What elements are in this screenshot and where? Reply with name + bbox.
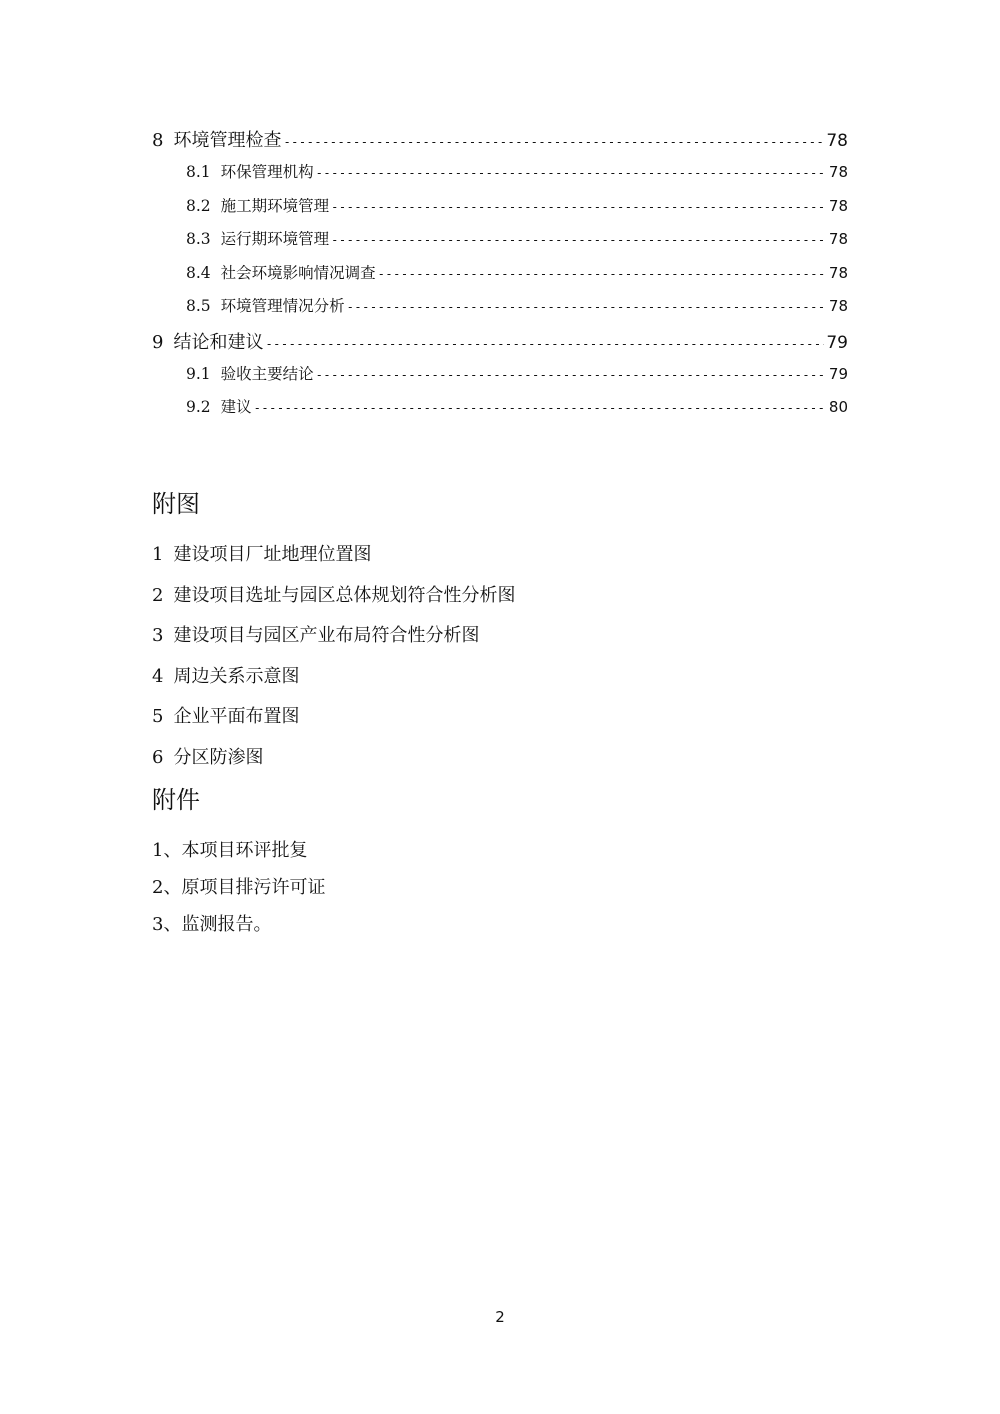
toc-number: 9: [152, 331, 164, 353]
toc-title: 环境管理情况分析: [220, 297, 345, 315]
figure-text: 周边关系示意图: [173, 665, 300, 687]
toc-number: 9.2: [186, 398, 211, 416]
attachments-heading: 附件: [152, 786, 200, 814]
toc-title: 社会环境影响情况调查: [220, 263, 376, 282]
toc-number: 8: [152, 130, 164, 151]
toc-page: 78: [828, 230, 848, 248]
page-number: 2: [495, 1308, 505, 1326]
toc-entry[interactable]: [152, 395, 848, 429]
toc-page: 78: [828, 297, 848, 315]
toc-page: 78: [828, 263, 848, 282]
figures-heading: 附图: [152, 490, 200, 518]
figure-text: 建设项目与园区产业布局符合性分析图: [173, 625, 480, 646]
toc-page: 79: [826, 332, 848, 353]
toc-page: 79: [828, 364, 848, 383]
toc-entry[interactable]: [152, 294, 848, 328]
toc-leader: [316, 368, 827, 382]
toc-title: 运行期环境管理: [220, 230, 330, 248]
figure-text: 企业平面布置图: [173, 706, 300, 727]
toc-entry[interactable]: [152, 227, 848, 261]
toc-number: 9.1: [186, 364, 211, 383]
toc-entry[interactable]: [152, 126, 848, 160]
figure-number: 6: [152, 746, 164, 768]
toc-title: 验收主要结论: [220, 364, 314, 383]
toc-entry[interactable]: [152, 194, 848, 228]
figure-text: 建设项目厂址地理位置图: [173, 544, 372, 565]
toc-leader: [331, 200, 827, 214]
figure-number: 1: [152, 544, 164, 565]
attachment-item: 2、原项目排污许可证: [152, 877, 326, 898]
toc-number: 8.3: [186, 230, 211, 248]
toc-page: 78: [826, 131, 848, 151]
toc-number: 8.2: [186, 196, 211, 215]
toc-page: 78: [828, 163, 848, 181]
toc-entry[interactable]: [152, 160, 848, 194]
toc-leader: [331, 233, 827, 247]
toc-page: 78: [828, 196, 848, 215]
toc-number: 8.4: [186, 263, 211, 282]
toc-leader: [265, 337, 824, 351]
toc-entry[interactable]: [152, 362, 848, 396]
figure-text: 分区防渗图: [173, 746, 264, 768]
figure-number: 3: [152, 625, 164, 646]
figure-item: [152, 540, 515, 581]
figure-number: 5: [152, 706, 164, 727]
toc-title: 环保管理机构: [220, 163, 314, 181]
figure-item: [152, 621, 515, 662]
figure-number: 2: [152, 584, 164, 606]
toc-title: 施工期环境管理: [220, 196, 330, 215]
toc-leader: [316, 166, 827, 180]
toc-number: 8.1: [186, 163, 211, 181]
figure-item: [152, 581, 515, 622]
figure-item: [152, 662, 515, 703]
figure-number: 4: [152, 665, 164, 687]
toc-leader: [283, 135, 824, 149]
toc-leader: [254, 401, 827, 415]
figure-text: 建设项目选址与园区总体规划符合性分析图: [173, 584, 516, 606]
toc-page: 80: [828, 398, 848, 416]
table-of-contents: [152, 126, 848, 429]
figure-item: [152, 743, 515, 784]
attachment-item: 1、本项目环评批复: [152, 840, 308, 861]
attachment-item: 3、监测报告。: [152, 914, 272, 935]
toc-number: 8.5: [186, 297, 211, 315]
toc-leader: [378, 267, 827, 281]
figure-item: [152, 702, 515, 743]
toc-entry[interactable]: [152, 261, 848, 295]
toc-entry[interactable]: [152, 328, 848, 362]
toc-title: 结论和建议: [173, 331, 264, 353]
toc-leader: [347, 300, 827, 314]
attachments-list: [152, 836, 325, 947]
toc-title: 建议: [220, 398, 252, 416]
figures-list: [152, 540, 515, 783]
toc-title: 环境管理检查: [173, 130, 282, 151]
